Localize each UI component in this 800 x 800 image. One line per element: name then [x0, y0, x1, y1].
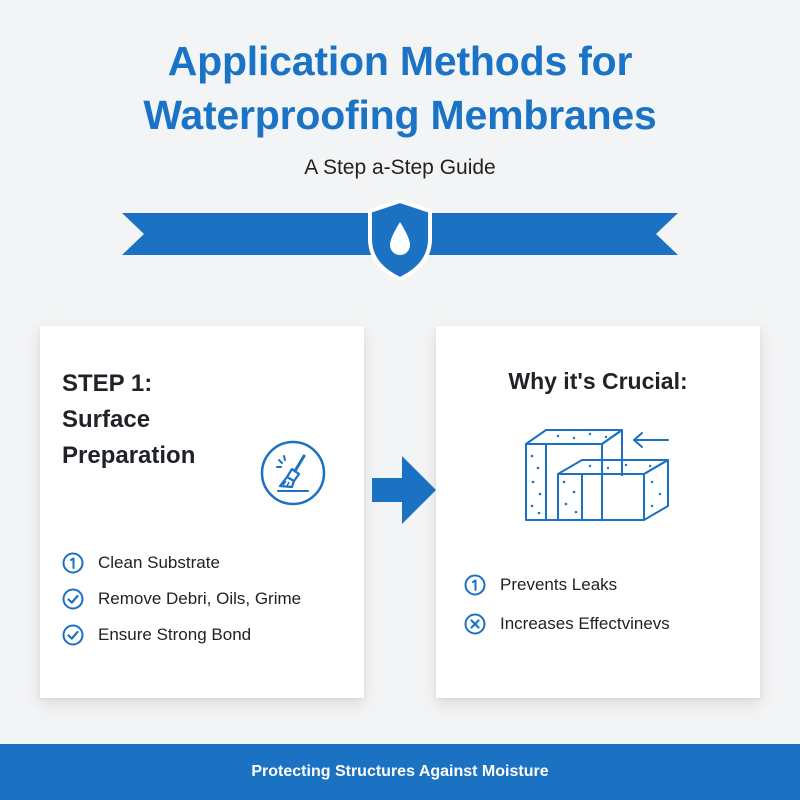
membrane-blocks-icon [518, 416, 688, 526]
list-item [62, 626, 301, 644]
list-item [464, 576, 670, 594]
step-card [40, 326, 364, 698]
ribbon-banner [122, 195, 678, 285]
list-item-label: Clean Substrate [98, 553, 220, 572]
circle-number-1-icon [464, 574, 486, 596]
list-item-label: Prevents Leaks [500, 575, 618, 594]
circle-number-1-icon [62, 552, 84, 574]
step-title-line-2: Preparation [62, 442, 196, 469]
list-item [62, 590, 301, 608]
why-list [464, 576, 670, 654]
list-item [464, 615, 670, 633]
circle-check-icon [62, 588, 84, 610]
circle-x-icon [464, 613, 486, 635]
step-heading [62, 366, 195, 474]
arrow-right-icon [372, 454, 438, 526]
step-checklist [62, 554, 301, 662]
page-subtitle: A Step a-Step Guide [304, 156, 496, 179]
step-number: STEP 1: [62, 370, 153, 397]
brush-cleaning-icon [258, 438, 328, 508]
list-item-label: Remove Debri, Oils, Grime [98, 589, 302, 608]
why-heading: Why it's Crucial: [508, 368, 688, 394]
list-item-label: Ensure Strong Bond [98, 625, 252, 644]
step-title-line-1: Surface [62, 406, 151, 433]
list-item-label: Increases Effectvinevs [500, 614, 670, 633]
page-title [0, 34, 800, 142]
list-item [62, 554, 301, 572]
title-line-2: Waterproofing Membranes [143, 92, 657, 138]
why-card [436, 326, 760, 698]
circle-check-icon [62, 624, 84, 646]
footer-banner: Protecting Structures Against Moisture [0, 744, 800, 800]
title-line-1: Application Methods for [167, 38, 633, 84]
